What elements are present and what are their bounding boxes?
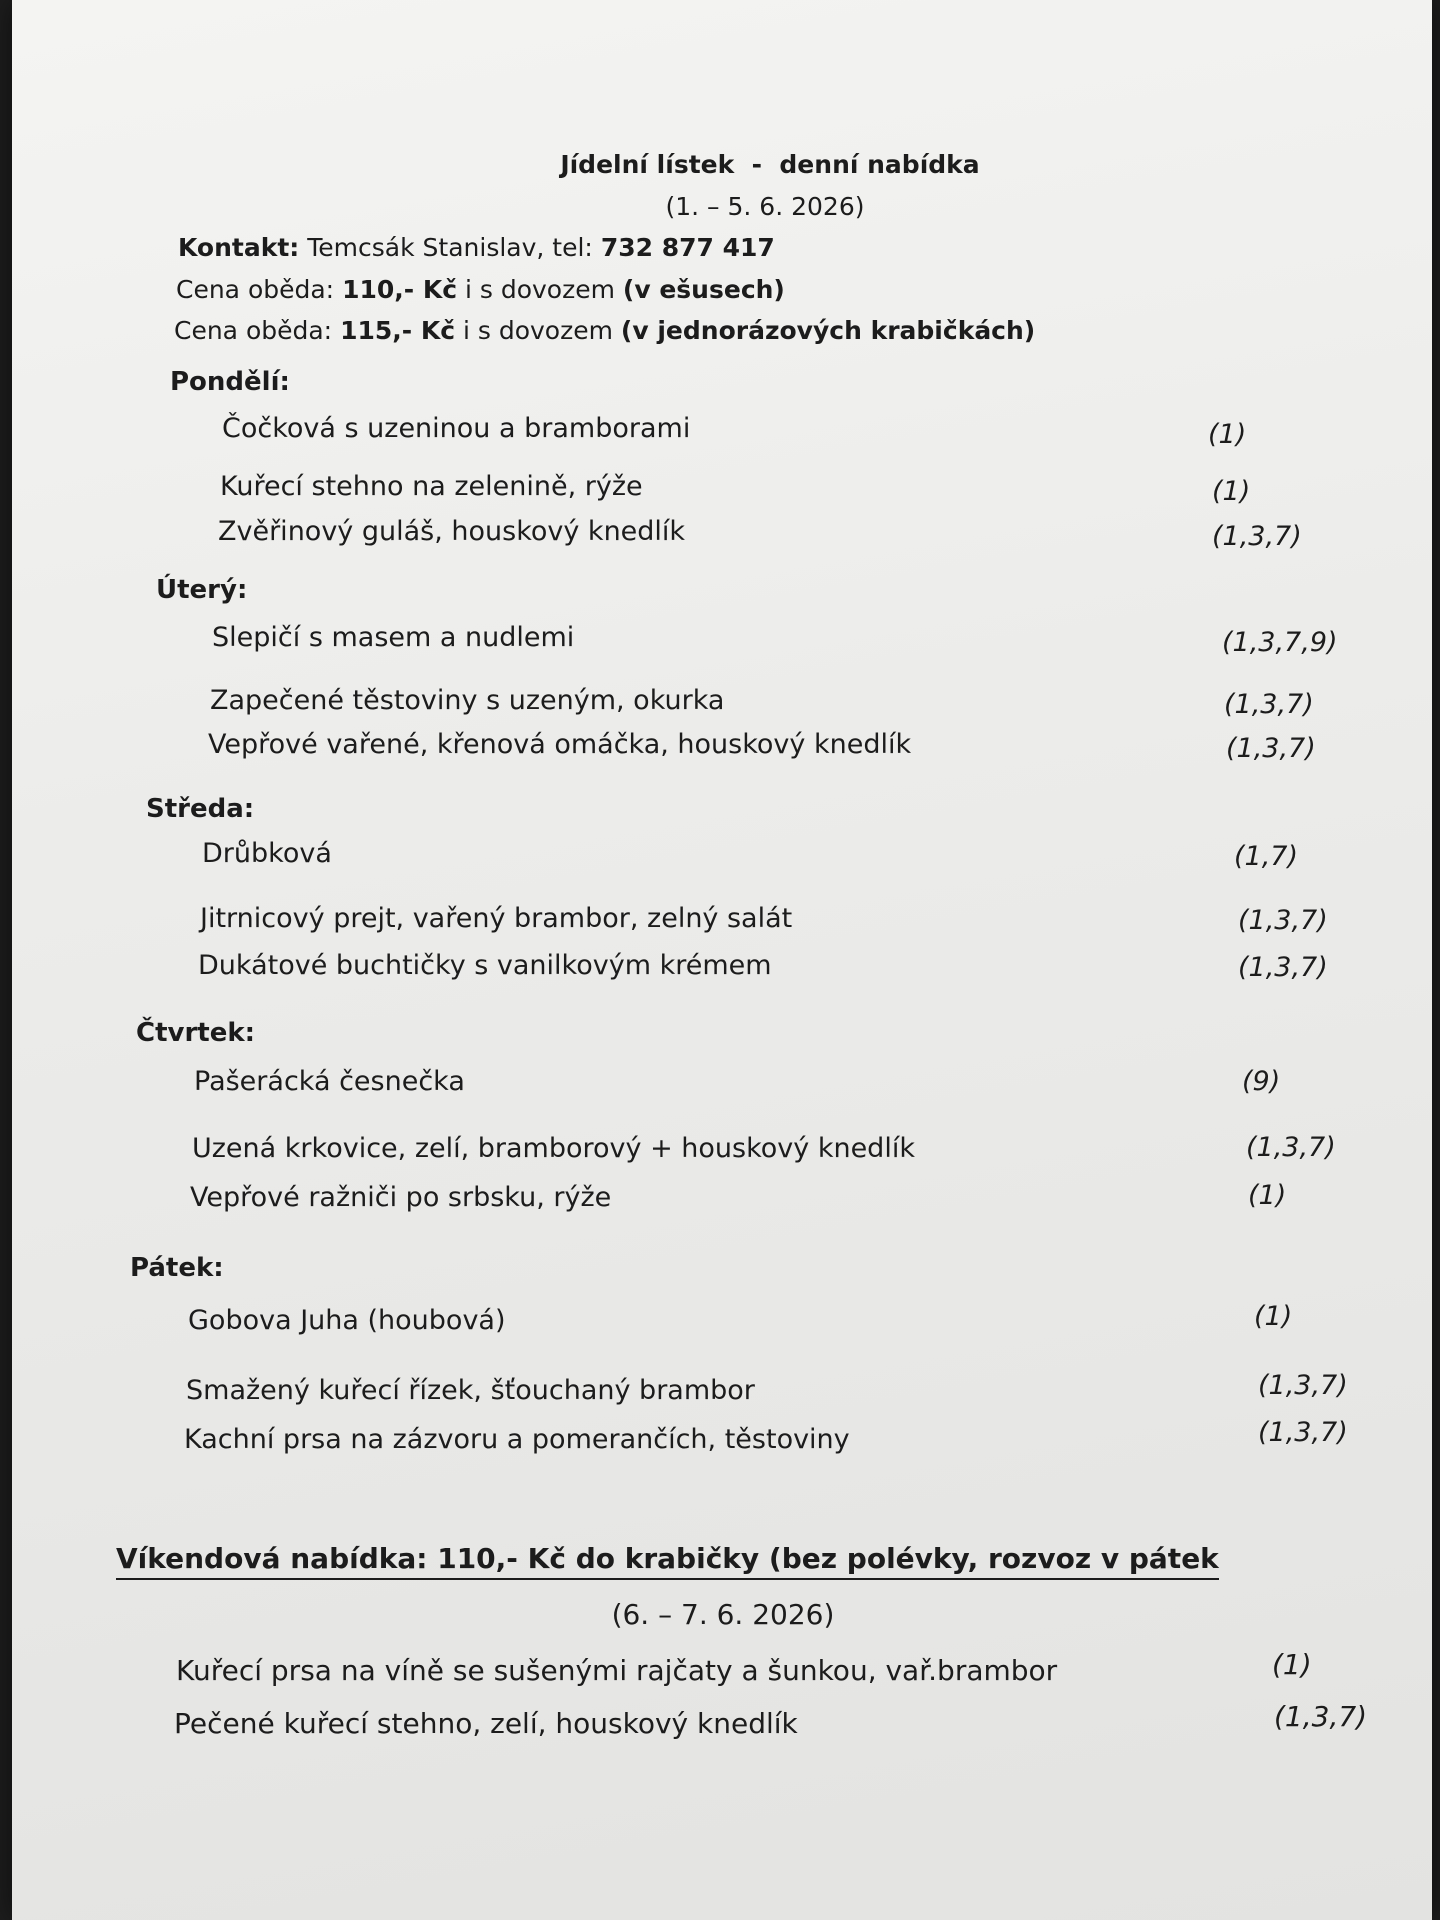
dish-name: Kuřecí stehno na zelenině, rýže bbox=[220, 471, 643, 502]
dish-allergens: (1) bbox=[1248, 1180, 1287, 1211]
dish-name: Dukátové buchtičky s vanilkovým krémem bbox=[198, 950, 772, 981]
menu-title: Jídelní lístek - denní nabídka bbox=[560, 150, 980, 179]
day-heading-wednesday: Středa: bbox=[146, 794, 255, 824]
dish-name: Uzená krkovice, zelí, bramborový + houskový knedlík bbox=[192, 1133, 915, 1164]
dish-name: Jitrnicový prejt, vařený brambor, zelný salát bbox=[200, 903, 793, 934]
dish-name: Gobova Juha (houbová) bbox=[188, 1305, 506, 1336]
dish-name: Kachní prsa na zázvoru a pomerančích, těstoviny bbox=[184, 1424, 850, 1455]
dish-allergens: (1,3,7) bbox=[1224, 689, 1314, 720]
dish-allergens: (1,3,7,9) bbox=[1222, 627, 1338, 658]
dish-allergens: (1) bbox=[1272, 1648, 1312, 1681]
dish-name: Pečené kuřecí stehno, zelí, houskový knedlík bbox=[174, 1707, 798, 1740]
dish-name: Drůbková bbox=[202, 838, 332, 869]
dish-allergens: (1) bbox=[1254, 1301, 1293, 1332]
dish-allergens: (1) bbox=[1208, 419, 1247, 450]
price-container: (v jednorázových krabičkách) bbox=[620, 316, 1036, 345]
day-heading-monday: Pondělí: bbox=[170, 367, 290, 397]
dish-allergens: (1,3,7) bbox=[1226, 733, 1316, 764]
price-container: (v ešusech) bbox=[622, 275, 785, 304]
dish-allergens: (1,3,7) bbox=[1258, 1370, 1348, 1401]
price-line bbox=[174, 316, 1035, 345]
weekend-dates: (6. – 7. 6. 2026) bbox=[611, 1598, 835, 1631]
price-value: 115,- Kč bbox=[340, 316, 456, 345]
price-line bbox=[176, 275, 785, 304]
price-prefix: Cena oběda: bbox=[174, 316, 333, 345]
price-middle: i s dovozem bbox=[462, 316, 613, 345]
dish-allergens: (1,3,7) bbox=[1274, 1700, 1368, 1733]
price-middle: i s dovozem bbox=[464, 275, 615, 304]
dish-name: Vepřové ražniči po srbsku, rýže bbox=[190, 1182, 612, 1213]
contact-label: Kontakt: bbox=[178, 233, 300, 262]
dish-name: Slepičí s masem a nudlemi bbox=[212, 622, 575, 653]
day-heading-thursday: Čtvrtek: bbox=[136, 1018, 256, 1048]
dish-name: Kuřecí prsa na víně se sušenými rajčaty a šunkou, vař.brambor bbox=[176, 1654, 1058, 1687]
dish-name: Zapečené těstoviny s uzeným, okurka bbox=[210, 685, 725, 716]
dish-allergens: (1,3,7) bbox=[1212, 521, 1302, 552]
dish-allergens: (1,3,7) bbox=[1238, 952, 1328, 983]
weekend-heading: Víkendová nabídka: 110,- Kč do krabičky (bez polévky, rozvoz v pátek bbox=[116, 1542, 1219, 1580]
dish-name: Vepřové vařené, křenová omáčka, houskový knedlík bbox=[208, 729, 912, 760]
contact-name: Temcsák Stanislav, tel: bbox=[307, 233, 593, 262]
contact-phone: 732 877 417 bbox=[600, 233, 775, 262]
dish-allergens: (1,3,7) bbox=[1258, 1417, 1348, 1448]
day-heading-friday: Pátek: bbox=[130, 1253, 224, 1283]
dish-allergens: (9) bbox=[1242, 1066, 1281, 1097]
menu-dates: (1. – 5. 6. 2026) bbox=[665, 192, 865, 221]
dish-name: Smažený kuřecí řízek, šťouchaný brambor bbox=[186, 1375, 755, 1406]
dish-allergens: (1,7) bbox=[1234, 841, 1299, 872]
day-heading-tuesday: Úterý: bbox=[156, 575, 248, 605]
dish-name: Čočková s uzeninou a bramborami bbox=[222, 413, 691, 444]
dish-allergens: (1,3,7) bbox=[1246, 1132, 1336, 1163]
price-prefix: Cena oběda: bbox=[176, 275, 335, 304]
dish-allergens: (1) bbox=[1212, 476, 1251, 507]
contact-line bbox=[178, 233, 775, 262]
dish-name: Pašerácká česnečka bbox=[194, 1066, 465, 1097]
dish-allergens: (1,3,7) bbox=[1238, 905, 1328, 936]
price-value: 110,- Kč bbox=[342, 275, 458, 304]
dish-name: Zvěřinový guláš, houskový knedlík bbox=[218, 516, 686, 547]
